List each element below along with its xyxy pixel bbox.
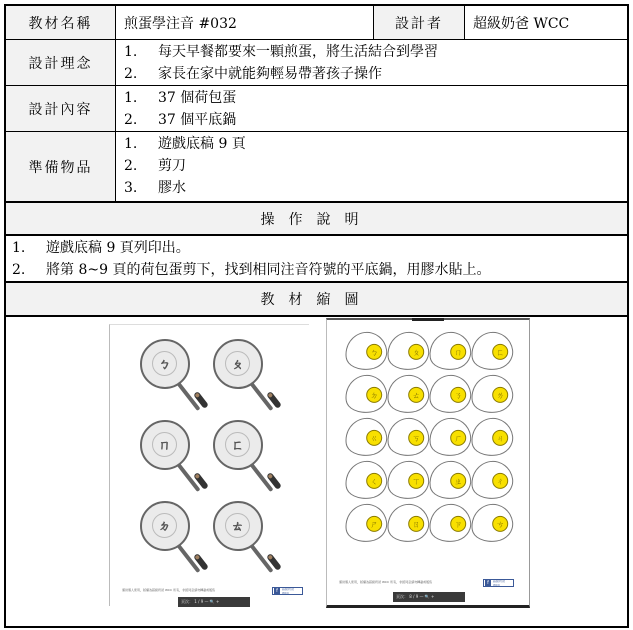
egg-yolk-symbol: ㄌ (492, 387, 508, 403)
list-item: 1. 37 個荷包蛋 (124, 90, 237, 106)
fried-egg (343, 458, 390, 501)
zhuyin-symbol: ㄉ (152, 513, 177, 538)
fried-egg (427, 372, 474, 415)
viewer-top-notch (412, 318, 444, 321)
egg-yolk-symbol: ㄊ (408, 387, 424, 403)
page-footer-text: 僅供個人使用，版權為超級奶爸 WCC 所有，非經同意請勿轉載或販售 (122, 588, 216, 592)
zhuyin-symbol: ㄆ (225, 351, 250, 376)
fried-egg (385, 501, 432, 544)
zhuyin-symbol: ㄈ (225, 432, 250, 457)
fried-egg (385, 329, 432, 372)
pan-dish (140, 420, 190, 470)
fried-egg (427, 501, 474, 544)
egg-yolk-symbol: ㄆ (408, 344, 424, 360)
page-footer-text: 僅供個人使用，版權為超級奶爸 WCC 所有，非經同意請勿轉載或販售 (339, 580, 433, 584)
fried-egg (343, 501, 390, 544)
fried-egg (427, 458, 474, 501)
materials-list (116, 132, 627, 201)
fried-egg (385, 415, 432, 458)
thumbnails-heading: 教材縮圖 (6, 283, 627, 317)
frying-pan (140, 339, 214, 413)
egg-yolk-symbol: ㄐ (492, 430, 508, 446)
materials-row (6, 132, 627, 203)
facebook-icon: f (485, 580, 491, 586)
zhuyin-symbol: ㄊ (225, 513, 250, 538)
egg-yolk-symbol: ㄈ (492, 344, 508, 360)
frying-pan (213, 339, 287, 413)
design-concept-list (116, 40, 627, 85)
title-row (6, 6, 627, 40)
fried-egg (343, 329, 390, 372)
egg-yolk-symbol: ㄖ (408, 516, 424, 532)
fried-egg (469, 458, 516, 501)
facebook-icon: f (274, 588, 280, 594)
fried-egg (469, 329, 516, 372)
egg-yolk-symbol: ㄇ (450, 344, 466, 360)
list-item: 2. 家長在家中就能夠輕易帶著孩子操作 (124, 66, 382, 82)
pan-dish (213, 420, 263, 470)
designer-value: 超級奶爸 WCC (473, 15, 570, 32)
pan-dish (140, 501, 190, 551)
list-item: 3. 膠水 (124, 180, 186, 196)
zhuyin-symbol: ㄅ (152, 351, 177, 376)
list-item: 2. 剪刀 (124, 158, 186, 174)
material-name-value: 煎蛋學注音 #032 (116, 6, 374, 39)
egg-yolk-symbol: ㄘ (492, 516, 508, 532)
egg-yolk-symbol: ㄉ (366, 387, 382, 403)
facebook-badge: f 超級奶爸 WCC (483, 579, 514, 587)
egg-yolk-symbol: ㄅ (366, 344, 382, 360)
designer-label: 設計者 (374, 6, 465, 39)
instructions-list (6, 236, 627, 283)
lesson-plan-sheet (4, 4, 629, 628)
design-content-list (116, 86, 627, 131)
fried-egg (427, 329, 474, 372)
fried-egg (469, 501, 516, 544)
list-item: 2. 將第 8~9 頁的荷包蛋剪下，找到相同注音符號的平底鍋，用膠水貼上。 (12, 262, 491, 278)
frying-pan (213, 420, 287, 494)
egg-yolk-symbol: ㄔ (492, 473, 508, 489)
material-name-label: 教材名稱 (6, 6, 116, 39)
fried-egg (385, 372, 432, 415)
pdf-viewer-toolbar[interactable]: 頁次： 8 / 9 — 🔍 + (393, 592, 465, 602)
frying-pan (140, 501, 214, 575)
frying-pan (213, 501, 287, 575)
list-item: 2. 37 個平底鍋 (124, 112, 237, 128)
facebook-badge: f 超級奶爸 WCC (272, 587, 303, 595)
pdf-viewer-toolbar[interactable]: 頁次： 1 / 9 — 🔍 + (178, 597, 250, 607)
zhuyin-symbol: ㄇ (152, 432, 177, 457)
design-concept-row (6, 40, 627, 86)
fried-egg (385, 458, 432, 501)
egg-yolk-symbol: ㄋ (450, 387, 466, 403)
thumbnails-area (6, 318, 627, 626)
design-content-row (6, 86, 627, 132)
fried-egg (427, 415, 474, 458)
design-concept-label: 設計理念 (6, 40, 116, 85)
materials-label: 準備物品 (6, 132, 116, 201)
egg-yolk-symbol: ㄓ (450, 473, 466, 489)
egg-yolk-symbol: ㄒ (408, 473, 424, 489)
egg-yolk-symbol: ㄍ (366, 430, 382, 446)
pan-dish (140, 339, 190, 389)
fried-egg (343, 372, 390, 415)
eggs-page-thumbnail (326, 318, 530, 608)
egg-yolk-symbol: ㄎ (408, 430, 424, 446)
pans-page-thumbnail (109, 324, 309, 606)
fried-egg (469, 415, 516, 458)
instructions-heading: 操作說明 (6, 203, 627, 236)
fried-egg (343, 415, 390, 458)
egg-yolk-symbol: ㄗ (450, 516, 466, 532)
egg-yolk-symbol: ㄏ (450, 430, 466, 446)
egg-yolk-symbol: ㄕ (366, 516, 382, 532)
list-item: 1. 遊戲底稿 9 頁列印出。 (12, 240, 190, 256)
pan-dish (213, 501, 263, 551)
list-item: 1. 遊戲底稿 9 頁 (124, 136, 246, 152)
list-item: 1. 每天早餐都要來一顆煎蛋，將生活結合到學習 (124, 44, 438, 60)
design-content-label: 設計內容 (6, 86, 116, 131)
pan-dish (213, 339, 263, 389)
frying-pan (140, 420, 214, 494)
fried-egg (469, 372, 516, 415)
egg-yolk-symbol: ㄑ (366, 473, 382, 489)
